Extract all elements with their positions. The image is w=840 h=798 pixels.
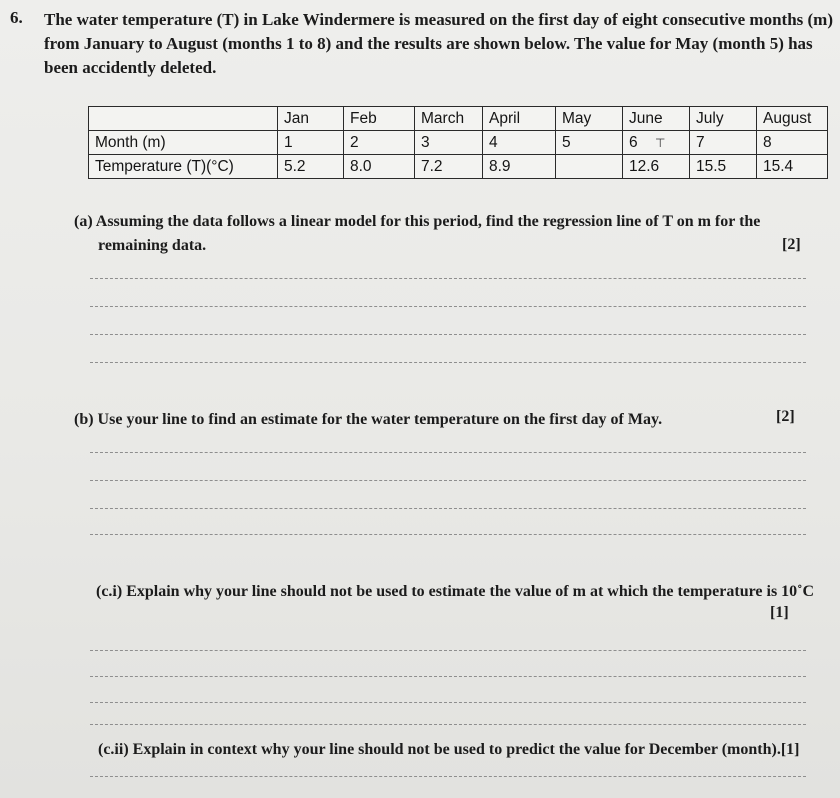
answer-line — [90, 334, 806, 335]
part-a-text-continued: remaining data. — [98, 237, 207, 254]
answer-line — [90, 452, 806, 453]
part-ci-text: (c.i) Explain why your line should not be used to estimate the value of m at which the temperature is 10˚C — [96, 583, 815, 600]
table-row-label: Month (m) — [89, 131, 278, 155]
part-ci-marks: [1] — [770, 604, 789, 621]
table-header-cell: Feb — [344, 107, 415, 131]
table-row — [89, 131, 828, 155]
table-cell: 6 — [623, 131, 690, 155]
table-cell: 15.5 — [690, 155, 757, 179]
table-cell: 4 — [483, 131, 556, 155]
table-header-cell: Jan — [278, 107, 344, 131]
answer-line — [90, 724, 806, 725]
table-cell: 5 — [556, 131, 623, 155]
answer-line — [90, 508, 806, 509]
answer-line — [90, 650, 806, 651]
table-cell: 8.9 — [483, 155, 556, 179]
answer-line — [90, 534, 806, 535]
table-cell: 1 — [278, 131, 344, 155]
part-cii-text: (c.ii) Explain in context why your line should not be used to predict the value for December (month).[1] — [98, 741, 800, 758]
table-header-cell: April — [483, 107, 556, 131]
pen-mark: ⊤ — [655, 136, 666, 150]
table-header-cell: July — [690, 107, 757, 131]
table-cell: 7.2 — [415, 155, 483, 179]
answer-line — [90, 676, 806, 677]
table-row — [89, 155, 828, 179]
table-header-cell: March — [415, 107, 483, 131]
part-a-marks: [2] — [782, 236, 801, 253]
table-header-cell — [89, 107, 278, 131]
table-cell: 8 — [757, 131, 828, 155]
question-intro: The water temperature (T) in Lake Windermere is measured on the first day of eight consecutive months (m) from January to August (months 1 to 8) and the results are shown below. The value for May (month 5) has been accidently deleted. — [44, 10, 833, 77]
table-cell: 3 — [415, 131, 483, 155]
table-header-cell: May — [556, 107, 623, 131]
answer-line — [90, 278, 806, 279]
answer-line — [90, 306, 806, 307]
part-b-text: (b) Use your line to find an estimate for the water temperature on the first day of May. — [74, 411, 663, 428]
table-header-cell: August — [757, 107, 828, 131]
table-cell: 8.0 — [344, 155, 415, 179]
data-table — [88, 106, 828, 179]
table-cell: 7 — [690, 131, 757, 155]
answer-line — [90, 776, 806, 777]
answer-line — [90, 702, 806, 703]
answer-line — [90, 480, 806, 481]
table-cell: 2 — [344, 131, 415, 155]
table-cell: 5.2 — [278, 155, 344, 179]
table-header-row — [89, 107, 828, 131]
table-cell: 15.4 — [757, 155, 828, 179]
part-a-text: (a) Assuming the data follows a linear model for this period, find the regression line of T on m for the — [74, 213, 761, 230]
question-number: 6. — [10, 8, 23, 27]
table-row-label: Temperature (T)(°C) — [89, 155, 278, 179]
part-b-marks: [2] — [776, 408, 795, 425]
answer-line — [90, 362, 806, 363]
table-cell: 12.6 — [623, 155, 690, 179]
table-header-cell: June — [623, 107, 690, 131]
table-cell — [556, 155, 623, 179]
